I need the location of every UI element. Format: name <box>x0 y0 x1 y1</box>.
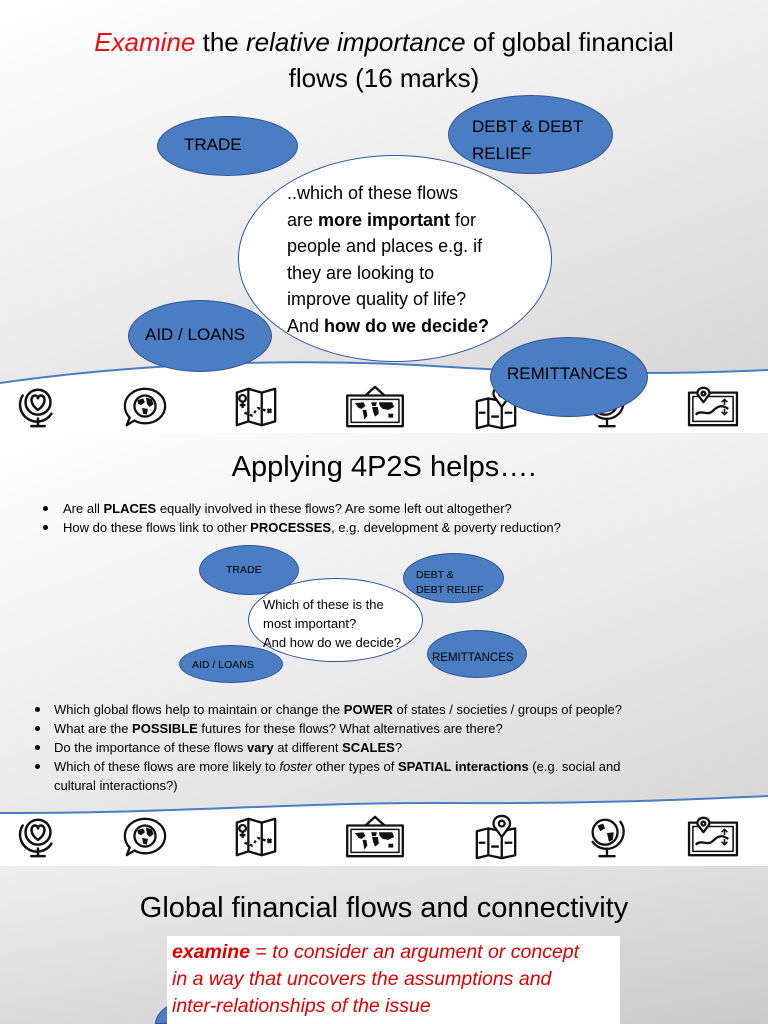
bullet-text-segment: Which global flows help to maintain or change the <box>54 701 344 717</box>
title-command-word: Examine <box>94 27 196 57</box>
bullet-keyword: SPATIAL interactions <box>397 758 529 774</box>
bullet-dot <box>43 525 48 530</box>
question-line <box>287 207 489 234</box>
remittances-label: REMITTANCES <box>507 364 628 383</box>
bullet-text-segment: cultural interactions?) <box>54 777 178 793</box>
title-emphasis: relative importance <box>245 27 466 57</box>
bullet-keyword: vary <box>246 739 274 755</box>
framed-map-pin-icon <box>684 384 742 430</box>
slide1-title <box>0 24 768 96</box>
map-pins-icon <box>231 814 281 860</box>
question-line: ..which of these flows <box>287 183 459 203</box>
mini-aid-loans-label: AID / LOANS <box>192 659 254 671</box>
definition-equals: = <box>250 940 273 963</box>
bullet-text-segment: equally involved in these flows? Are some left out altogether? <box>156 501 512 516</box>
bullet-text-segment: at different <box>273 739 343 755</box>
bullet-text-segment: Do the importance of these flows <box>54 739 247 755</box>
question-line: improve quality of life? <box>287 289 467 310</box>
aid-loans-label: AID / LOANS <box>145 325 246 344</box>
bullet-dot <box>35 745 40 750</box>
speech-bubble-globe-icon <box>120 814 170 860</box>
mini-question-text <box>263 595 401 652</box>
mini-question-line: And how do we decide? <box>263 634 402 650</box>
definition-term: examine <box>172 940 251 963</box>
bullet-keyword: SCALES <box>342 739 395 755</box>
question-text <box>287 180 489 340</box>
framed-world-map-icon <box>342 384 408 430</box>
globe-stand-icon <box>584 814 630 860</box>
bullet-emphasis: foster <box>279 758 312 774</box>
bullet-item <box>41 499 561 518</box>
map-pins-icon <box>231 384 281 430</box>
bullet-text-segment: , e.g. development & poverty reduction? <box>331 520 561 535</box>
slide2-title: Applying 4P2S helps…. <box>231 451 537 483</box>
definition-box <box>167 936 620 1024</box>
slide3-title: Global financial flows and connectivity <box>139 892 629 924</box>
mini-question-line: Which of these is the <box>263 596 384 612</box>
bullet-keyword: PLACES <box>103 501 157 516</box>
slide1-title-line2: flows (16 marks) <box>288 63 480 93</box>
definition-text: to consider an argument or concept <box>272 940 580 963</box>
bullet-keyword: POSSIBLE <box>132 720 198 736</box>
mini-trade-label: TRADE <box>226 564 262 576</box>
bullet-text-segment: What are the <box>54 720 133 736</box>
debt-relief-label-line: RELIEF <box>472 144 532 163</box>
definition-line <box>172 939 620 966</box>
framed-map-pin-icon <box>684 814 742 860</box>
bullet-text-segment: Which of these flows are more likely to <box>54 758 280 774</box>
slide-financial-flows-connectivity <box>0 866 768 1024</box>
bullet-item <box>33 700 622 719</box>
framed-world-map-icon <box>342 814 408 860</box>
bullet-dot <box>43 506 48 511</box>
bullet-item <box>41 518 561 537</box>
bullet-dot <box>35 764 40 769</box>
bullet-list-bottom <box>33 700 622 795</box>
mini-debt-relief-label <box>416 568 484 598</box>
slide-examine-question <box>0 0 768 433</box>
bullet-keyword: POWER <box>343 701 393 717</box>
bullet-item <box>33 738 622 757</box>
question-line: people and places e.g. if <box>287 236 483 257</box>
bullet-dot <box>35 707 40 712</box>
mini-remittances-label: REMITTANCES <box>432 652 514 664</box>
bullet-keyword: PROCESSES <box>250 520 332 535</box>
globe-heart-icon <box>15 384 61 430</box>
definition-line: inter-relationships of the issue <box>172 994 431 1017</box>
bullet-text-segment: of states / societies / groups of people? <box>392 701 622 717</box>
title-text: of global financial <box>465 27 674 57</box>
bullet-text-segment: (e.g. social and <box>528 758 621 774</box>
bullet-item <box>33 757 622 795</box>
question-keyword: more important <box>318 209 451 230</box>
globe-heart-icon <box>15 814 61 860</box>
bullet-item <box>33 719 622 738</box>
mini-question-line: most important? <box>263 615 357 631</box>
debt-relief-label <box>472 113 583 167</box>
slide-applying-4p2s <box>0 433 768 866</box>
speech-bubble-globe-icon <box>120 384 170 430</box>
bullet-text-segment: ? <box>394 739 403 755</box>
question-text-segment: for <box>450 209 477 230</box>
slide1-title-line1 <box>0 24 768 60</box>
definition-line: in a way that uncovers the assumptions and <box>172 967 552 990</box>
trade-label: TRADE <box>184 135 242 154</box>
bullet-text-segment: How do these flows link to other <box>63 520 251 535</box>
question-line <box>287 313 489 340</box>
question-line: they are looking to <box>287 262 435 283</box>
bullet-text-segment: Are all <box>63 501 104 516</box>
question-keyword: how do we decide? <box>324 315 490 336</box>
mini-debt-relief-label-line: DEBT & <box>416 568 454 581</box>
title-text: the <box>195 27 246 57</box>
question-text-segment: And <box>287 315 325 336</box>
bullet-dot <box>35 726 40 731</box>
question-text-segment: are <box>287 209 319 230</box>
map-location-pin-icon <box>471 814 521 860</box>
mini-debt-relief-label-line: DEBT RELIEF <box>416 583 484 596</box>
bullet-list-top <box>41 499 561 537</box>
bullet-text-segment: futures for these flows? What alternatives are there? <box>197 720 503 736</box>
bullet-text-segment: other types of <box>311 758 398 774</box>
debt-relief-label-line: DEBT & DEBT <box>472 117 584 136</box>
